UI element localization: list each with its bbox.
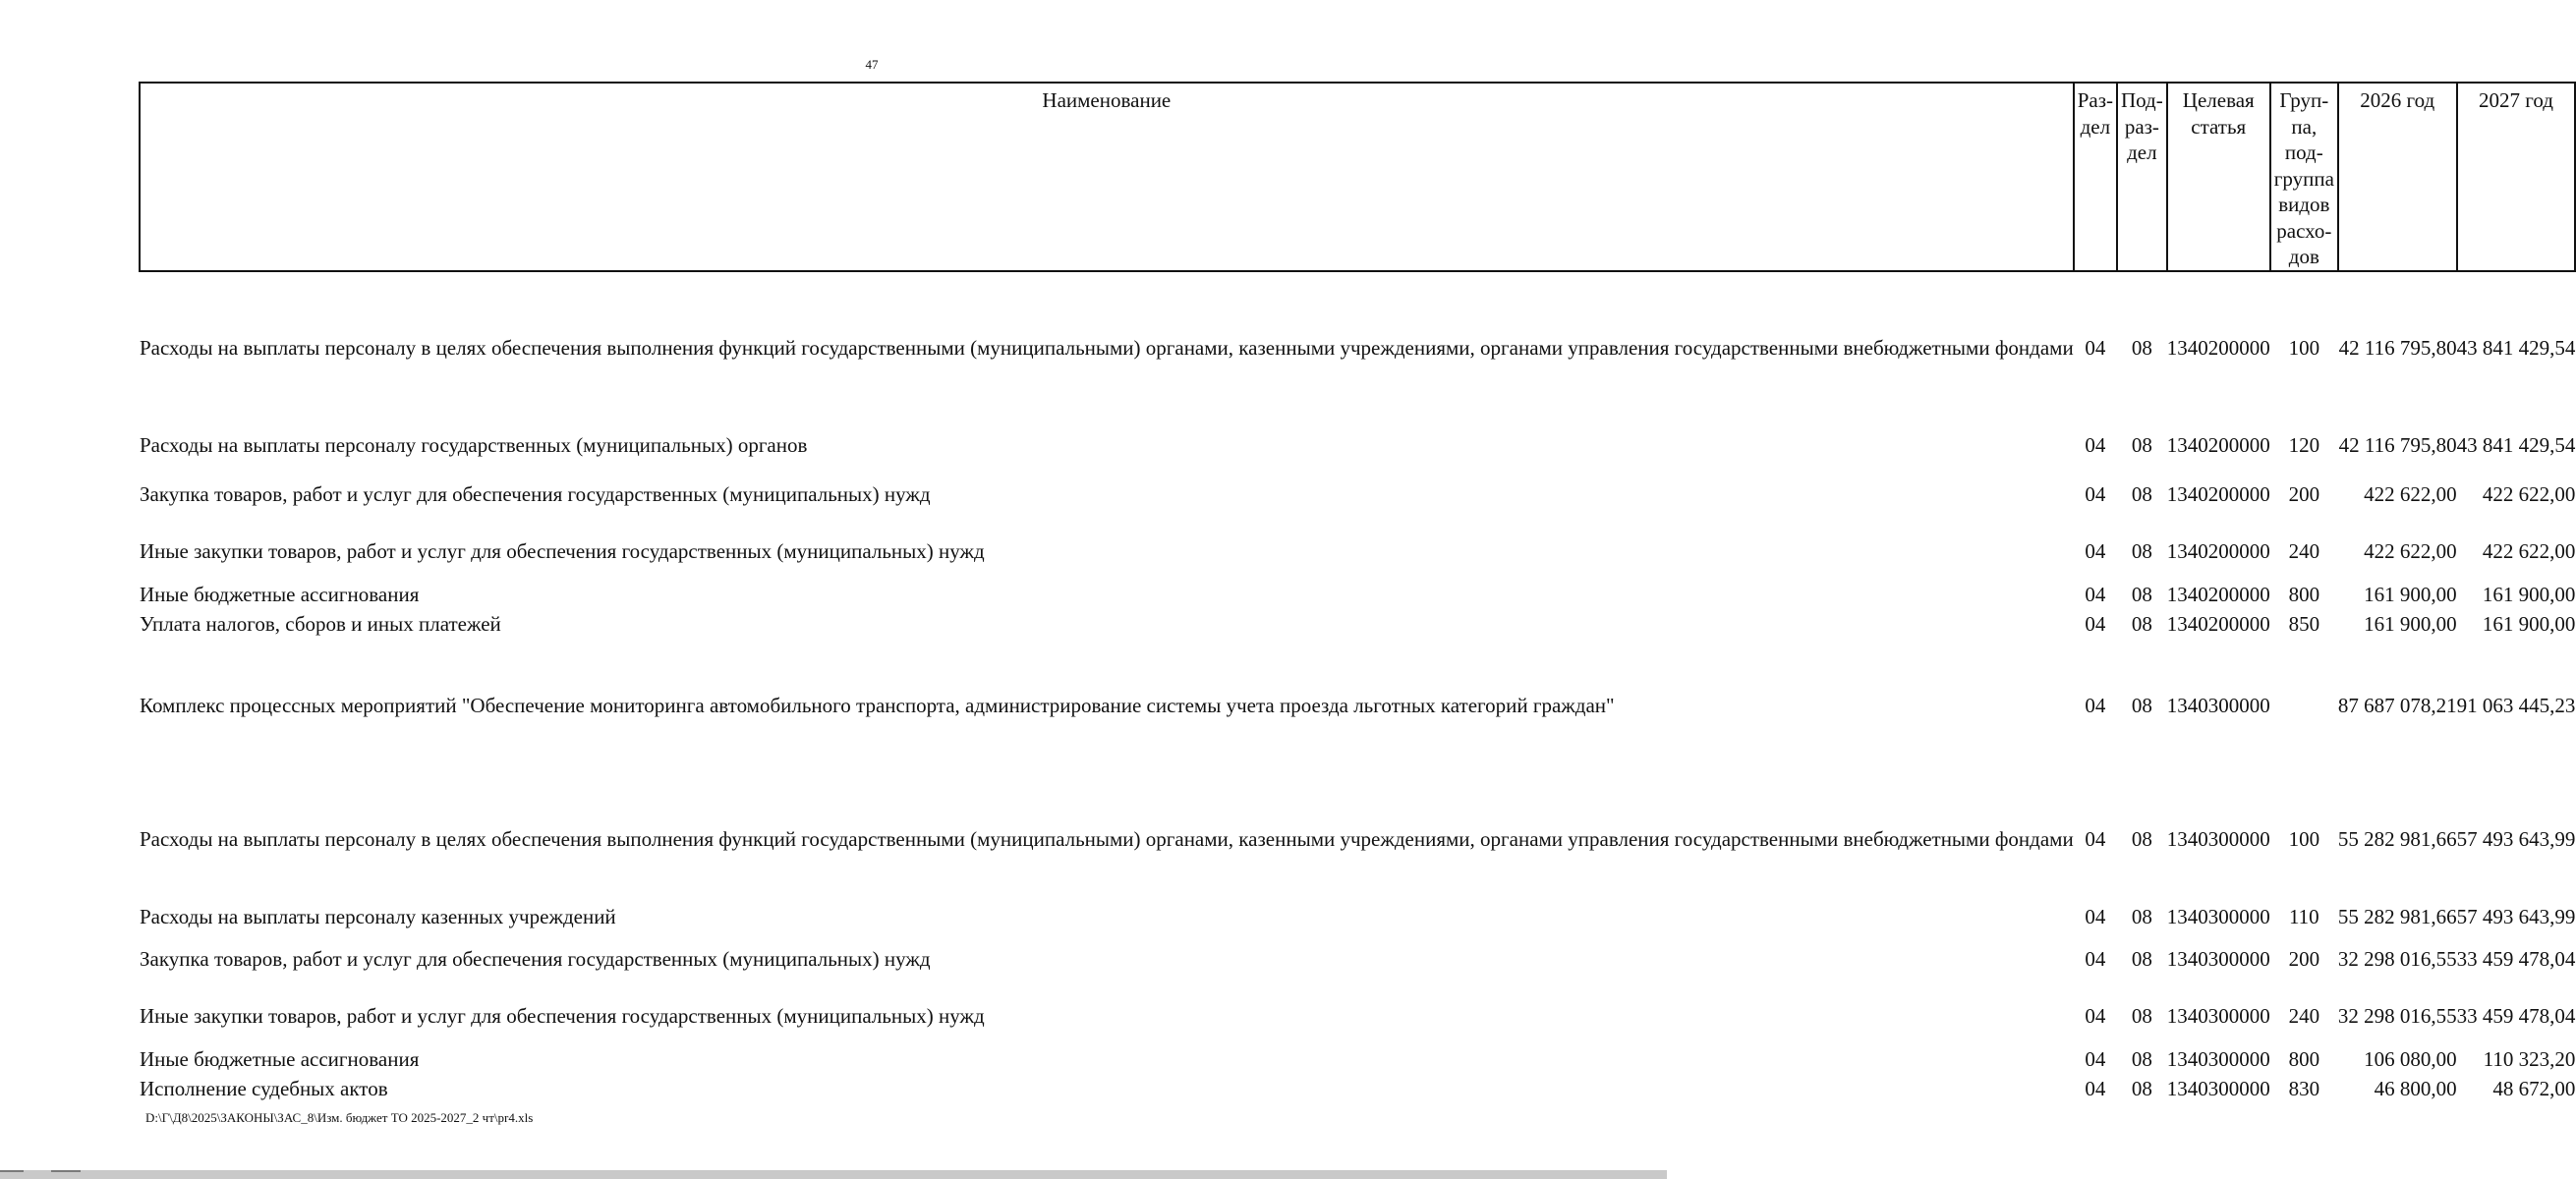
cell-y2027: 161 900,00 [2482, 583, 2576, 606]
cell-t2: 4 [2187, 539, 2199, 563]
table-row [140, 524, 2575, 581]
cell-group: 200 [2288, 947, 2320, 971]
table-row [140, 759, 2575, 891]
cell-y2027: 43 841 429,54 [2456, 433, 2576, 457]
cell-t4: 00000 [2218, 583, 2270, 606]
cell-y2026: 42 116 795,80 [2338, 433, 2457, 457]
cell-razdel: 04 [2085, 433, 2106, 457]
cell-podrazdel: 08 [2131, 904, 2152, 928]
cell-t4: 00000 [2218, 336, 2270, 360]
cell-group: 100 [2288, 827, 2320, 851]
cell-t1: 13 [2166, 694, 2188, 717]
cell-t1: 13 [2166, 1004, 2188, 1028]
cell-razdel: 04 [2085, 336, 2106, 360]
file-path-footer: D:\Г\Д8\2025\ЗАКОНЫ\ЗАС_8\Изм. бюджет ТО 2025-2027_2 чт\pr4.xls [145, 1110, 534, 1125]
cell-t4: 00000 [2218, 1047, 2270, 1071]
cell-t2: 4 [2187, 827, 2199, 851]
cell-t3: 02 [2198, 336, 2219, 360]
cell-t2: 4 [2187, 694, 2199, 717]
cell-t1: 13 [2166, 482, 2188, 506]
scan-mark [0, 1170, 24, 1172]
cell-t4: 00000 [2218, 947, 2270, 971]
budget-table [139, 82, 2576, 1104]
cell-y2026: 46 800,00 [2374, 1077, 2457, 1100]
cell-t4: 00000 [2218, 539, 2270, 563]
cell-t3: 02 [2198, 583, 2219, 606]
table-row [140, 640, 2575, 759]
cell-y2027: 422 622,00 [2482, 482, 2576, 506]
cell-razdel: 04 [2085, 827, 2106, 851]
cell-podrazdel: 08 [2131, 827, 2152, 851]
cell-podrazdel: 08 [2131, 539, 2152, 563]
cell-group: 200 [2288, 482, 2320, 506]
table-row [140, 467, 2575, 524]
cell-t4: 00000 [2218, 1004, 2270, 1028]
cell-t2: 4 [2187, 583, 2199, 606]
cell-y2026: 55 282 981,66 [2337, 904, 2457, 928]
cell-t1: 13 [2166, 336, 2188, 360]
cell-razdel: 04 [2085, 583, 2106, 606]
cell-podrazdel: 08 [2131, 583, 2152, 606]
cell-name: Расходы на выплаты персоналу государственных (муниципальных) органов [140, 433, 808, 457]
cell-y2026: 161 900,00 [2364, 612, 2457, 636]
header-target-article: Целевая статья [2167, 83, 2270, 271]
cell-y2027: 110 323,20 [2483, 1047, 2576, 1071]
cell-group: 850 [2288, 612, 2320, 636]
cell-name: Уплата налогов, сборов и иных платежей [140, 612, 501, 636]
cell-t3: 03 [2198, 694, 2219, 717]
cell-y2026: 32 298 016,55 [2337, 947, 2457, 971]
table-row [140, 891, 2575, 931]
cell-t1: 13 [2166, 827, 2188, 851]
cell-t4: 00000 [2218, 694, 2270, 717]
cell-podrazdel: 08 [2131, 1004, 2152, 1028]
table-row [140, 931, 2575, 988]
cell-y2027: 422 622,00 [2482, 539, 2576, 563]
cell-razdel: 04 [2085, 694, 2106, 717]
cell-t2: 4 [2187, 1077, 2199, 1100]
cell-group: 110 [2288, 904, 2319, 928]
cell-group: 240 [2288, 539, 2320, 563]
header-expense-group: Груп- па, под- группа видов расхо- дов [2270, 83, 2338, 271]
cell-podrazdel: 08 [2131, 1077, 2152, 1100]
cell-t3: 03 [2198, 904, 2219, 928]
cell-t1: 13 [2166, 947, 2188, 971]
header-name: Наименование [140, 83, 2074, 271]
cell-t3: 02 [2198, 482, 2219, 506]
cell-name: Закупка товаров, работ и услуг для обеспечения государственных (муниципальных) нужд [140, 947, 931, 971]
table-row [140, 581, 2575, 610]
cell-y2027: 57 493 643,99 [2456, 904, 2576, 928]
cell-name: Закупка товаров, работ и услуг для обеспечения государственных (муниципальных) нужд [140, 482, 931, 506]
cell-t2: 4 [2187, 947, 2199, 971]
cell-y2026: 161 900,00 [2364, 583, 2457, 606]
cell-group: 800 [2288, 1047, 2320, 1071]
cell-y2026: 422 622,00 [2364, 482, 2457, 506]
cell-y2026: 32 298 016,55 [2337, 1004, 2457, 1028]
table-row [140, 410, 2575, 467]
cell-razdel: 04 [2085, 904, 2106, 928]
cell-razdel: 04 [2085, 1077, 2106, 1100]
cell-t4: 00000 [2218, 612, 2270, 636]
cell-t4: 00000 [2218, 904, 2270, 928]
cell-razdel: 04 [2085, 1047, 2106, 1071]
cell-t3: 02 [2198, 433, 2219, 457]
header-podrazdel: Под- раз- дел [2117, 83, 2167, 271]
cell-group: 240 [2288, 1004, 2320, 1028]
cell-y2027: 48 672,00 [2492, 1077, 2576, 1100]
cell-y2027: 33 459 478,04 [2456, 947, 2576, 971]
header-year-2026: 2026 год [2338, 83, 2457, 271]
cell-y2026: 106 080,00 [2364, 1047, 2457, 1071]
cell-y2027: 43 841 429,54 [2456, 336, 2576, 360]
table-row [140, 271, 2575, 410]
cell-y2026: 87 687 078,21 [2337, 694, 2457, 717]
cell-group: 120 [2288, 433, 2320, 457]
header-year-2027: 2027 год [2457, 83, 2576, 271]
cell-t2: 4 [2187, 904, 2199, 928]
cell-podrazdel: 08 [2131, 612, 2152, 636]
table-row [140, 1075, 2575, 1104]
cell-t1: 13 [2166, 583, 2188, 606]
cell-y2027: 161 900,00 [2482, 612, 2576, 636]
cell-razdel: 04 [2085, 947, 2106, 971]
scan-edge [0, 1170, 1667, 1179]
cell-t2: 4 [2187, 1004, 2199, 1028]
cell-razdel: 04 [2085, 482, 2106, 506]
cell-razdel: 04 [2085, 539, 2106, 563]
cell-razdel: 04 [2085, 1004, 2106, 1028]
cell-group: 830 [2288, 1077, 2320, 1100]
cell-group [2270, 640, 2338, 759]
cell-podrazdel: 08 [2131, 1047, 2152, 1071]
cell-t4: 00000 [2218, 827, 2270, 851]
cell-y2026: 55 282 981,66 [2337, 827, 2457, 851]
cell-name: Расходы на выплаты персоналу казенных учреждений [140, 904, 616, 928]
cell-t1: 13 [2166, 904, 2188, 928]
cell-podrazdel: 08 [2131, 433, 2152, 457]
cell-t1: 13 [2166, 433, 2188, 457]
cell-t2: 4 [2187, 433, 2199, 457]
cell-y2026: 422 622,00 [2364, 539, 2457, 563]
cell-t4: 00000 [2218, 1077, 2270, 1100]
cell-t1: 13 [2166, 539, 2188, 563]
cell-t3: 03 [2198, 1047, 2219, 1071]
page-number: 47 [865, 57, 879, 72]
cell-t4: 00000 [2218, 482, 2270, 506]
cell-podrazdel: 08 [2131, 482, 2152, 506]
cell-t2: 4 [2187, 482, 2199, 506]
cell-podrazdel: 08 [2131, 336, 2152, 360]
cell-t4: 00000 [2218, 433, 2270, 457]
cell-t1: 13 [2166, 1077, 2188, 1100]
cell-group: 800 [2288, 583, 2320, 606]
cell-t2: 4 [2187, 1047, 2199, 1071]
table-row [140, 1045, 2575, 1075]
cell-podrazdel: 08 [2131, 947, 2152, 971]
cell-y2026: 42 116 795,80 [2338, 336, 2457, 360]
cell-t3: 03 [2198, 1077, 2219, 1100]
cell-name: Расходы на выплаты персоналу в целях обеспечения выполнения функций государственными (муниципальными) органами, казенными учреждениями, органами управления государственными внебюджетными фондами [140, 827, 2074, 851]
cell-group: 100 [2288, 336, 2320, 360]
cell-t1: 13 [2166, 612, 2188, 636]
cell-t3: 03 [2198, 1004, 2219, 1028]
table-row [140, 988, 2575, 1045]
cell-t3: 02 [2198, 539, 2219, 563]
cell-razdel: 04 [2085, 612, 2106, 636]
table-row [140, 610, 2575, 640]
cell-y2027: 57 493 643,99 [2456, 827, 2576, 851]
cell-name: Комплекс процессных мероприятий "Обеспечение мониторинга автомобильного транспорта, администрирование системы учета проезда льготных категорий граждан" [140, 694, 1615, 717]
header-row [140, 83, 2575, 271]
cell-name: Исполнение судебных актов [140, 1077, 388, 1100]
cell-name: Иные бюджетные ассигнования [140, 583, 420, 606]
cell-name: Иные закупки товаров, работ и услуг для обеспечения государственных (муниципальных) нужд [140, 1004, 985, 1028]
cell-name: Расходы на выплаты персоналу в целях обеспечения выполнения функций государственными (муниципальными) органами, казенными учреждениями, органами управления государственными внебюджетными фондами [140, 336, 2074, 360]
cell-t3: 03 [2198, 827, 2219, 851]
cell-t3: 03 [2198, 947, 2219, 971]
cell-podrazdel: 08 [2131, 694, 2152, 717]
cell-t1: 13 [2166, 1047, 2188, 1071]
cell-t2: 4 [2187, 612, 2199, 636]
cell-y2027: 91 063 445,23 [2456, 694, 2576, 717]
cell-t2: 4 [2187, 336, 2199, 360]
cell-y2027: 33 459 478,04 [2456, 1004, 2576, 1028]
header-razdel: Раз- дел [2074, 83, 2117, 271]
cell-name: Иные бюджетные ассигнования [140, 1047, 420, 1071]
cell-name: Иные закупки товаров, работ и услуг для обеспечения государственных (муниципальных) нужд [140, 539, 985, 563]
scan-mark [51, 1170, 81, 1172]
cell-t3: 02 [2198, 612, 2219, 636]
